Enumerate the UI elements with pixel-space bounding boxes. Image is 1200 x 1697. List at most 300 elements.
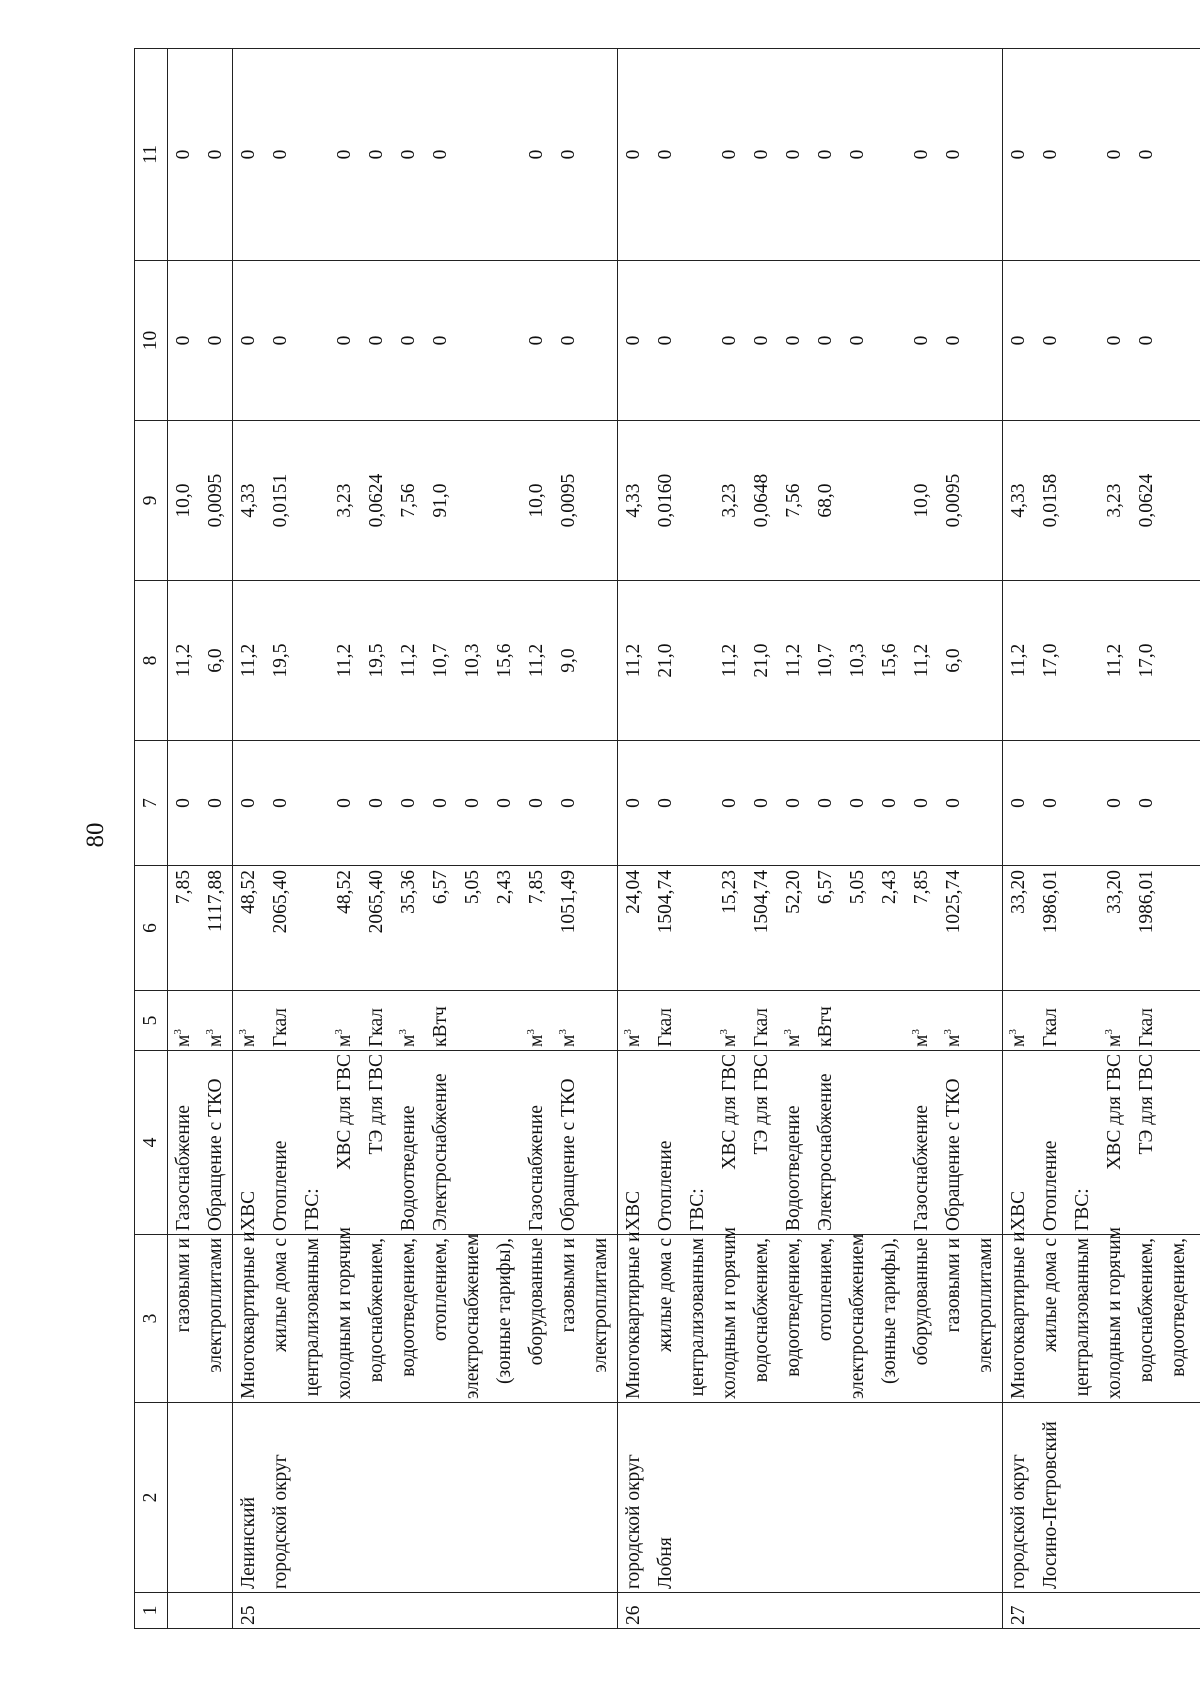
cell-line: 0 (815, 798, 836, 808)
unit-label: Гкал (655, 1007, 676, 1047)
value-cell-7 (1003, 741, 1200, 866)
cell-line: жилые дома с (270, 1238, 291, 1352)
cell-line: 24,04 (623, 870, 644, 914)
cell-line (297, 424, 329, 577)
cell-line: 1504,74 (655, 870, 676, 934)
value-cell-10 (1003, 261, 1200, 421)
unit-label: $м^3$ (397, 1029, 419, 1047)
cell-line: 0 (173, 149, 194, 160)
cell-line: жилые дома с (1040, 1238, 1061, 1352)
unit-cell (1003, 991, 1200, 1051)
cell-line: 0 (943, 798, 964, 808)
cell-line: Газоснабжение (173, 1105, 194, 1231)
cell-line: ХВС для ГВС (334, 1054, 355, 1170)
cell-line: 17,0 (1136, 643, 1157, 678)
cell-line: оборудованные (526, 1238, 547, 1366)
cell-line: газовыми и (943, 1238, 964, 1333)
cell-line: 11,2 (526, 643, 547, 678)
unit-label: $м^3$ (1007, 1029, 1029, 1047)
cell-line: ГВС: (687, 1188, 708, 1231)
value-cell-8 (168, 581, 233, 741)
value-cell-10 (233, 261, 618, 421)
cell-line: 0 (1040, 335, 1061, 346)
cell-line: 0 (655, 335, 676, 346)
cell-line: 0 (270, 335, 291, 346)
cell-line: 0 (526, 335, 547, 346)
cell-line: 0 (1136, 149, 1157, 160)
value-cell-9 (233, 421, 618, 581)
cell-line: 1025,74 (943, 870, 964, 934)
cell-line: 0 (1136, 335, 1157, 346)
municipality-cell (168, 1403, 233, 1593)
unit-label: кВтч (430, 1006, 451, 1047)
cell-line: 19,5 (270, 643, 291, 678)
cell-line: 0 (911, 149, 932, 160)
cell-line: 0 (751, 798, 772, 808)
municipality-row-26 (618, 49, 1003, 1629)
cell-line (874, 52, 906, 257)
column-header-7: 7 (135, 741, 168, 866)
cell-line: 0 (494, 798, 515, 808)
cell-line: Отопление (1040, 1140, 1061, 1231)
cell-line: 68,0 (815, 483, 836, 518)
cell-line: Водоотведение (783, 1105, 804, 1231)
number-cell (1003, 1593, 1200, 1629)
cell-line: Электроснабжение (815, 1073, 836, 1231)
cell-line: 0 (815, 149, 836, 160)
cell-line (1067, 584, 1099, 737)
service-cell (233, 1051, 618, 1235)
cell-line: городской округ (1008, 1454, 1029, 1589)
cell-line: 7,56 (398, 483, 419, 518)
cell-line: 10,0 (911, 483, 932, 518)
cell-line: ХВС для ГВС (719, 1054, 740, 1170)
cell-line: Лобня (655, 1537, 676, 1589)
value-cell-8 (233, 581, 618, 741)
number-cell (168, 1593, 233, 1629)
cell-line: 11,2 (911, 643, 932, 678)
cell-line: 0 (719, 149, 740, 160)
value-cell-7 (618, 741, 1003, 866)
cell-line: 0 (238, 149, 259, 160)
value-cell-9 (618, 421, 1003, 581)
unit-cell (618, 991, 1003, 1051)
value-cell-11 (233, 49, 618, 261)
cell-line (874, 424, 906, 577)
cell-line: Обращение с ТКО (943, 1078, 964, 1231)
cell-line: 0,0095 (943, 473, 964, 528)
cell-line: 0 (623, 149, 644, 160)
cell-line: 2065,40 (366, 870, 387, 934)
cell-line: 11,2 (398, 643, 419, 678)
cell-line (1067, 424, 1099, 577)
unit-label: $м^3$ (204, 1029, 226, 1047)
cell-line: 26 (623, 1605, 644, 1625)
cell-line: 33,20 (1104, 870, 1125, 914)
cell-line: 0 (366, 149, 387, 160)
cell-line: 0 (1104, 798, 1125, 808)
tariff-table (134, 48, 1200, 1629)
cell-line: газовыми и (173, 1238, 194, 1333)
value-cell-7 (233, 741, 618, 866)
unit-label: $м^3$ (718, 1029, 740, 1047)
cell-line: ТЭ для ГВС (366, 1054, 387, 1155)
cell-line: 15,6 (879, 643, 900, 678)
cell-line: газовыми и (558, 1238, 579, 1333)
cell-line: 1986,01 (1136, 870, 1157, 934)
cell-line: 1504,74 (751, 870, 772, 934)
cell-line: 0 (623, 335, 644, 346)
cell-line: 10,0 (526, 483, 547, 518)
cell-line: жилые дома с (655, 1238, 676, 1352)
unit-label: $м^3$ (525, 1029, 547, 1047)
cell-line: 0 (1008, 335, 1029, 346)
cell-line: 2065,40 (270, 870, 291, 934)
cell-line (1067, 870, 1099, 987)
cell-line: 21,0 (655, 643, 676, 678)
value-cell-11 (618, 49, 1003, 261)
cell-line (874, 264, 906, 417)
value-cell-11 (168, 49, 233, 261)
cell-line: 0 (334, 798, 355, 808)
value-cell-6 (233, 866, 618, 991)
cell-line: 6,0 (205, 648, 226, 673)
cell-line (682, 424, 714, 577)
cell-line: ХВС для ГВС (1104, 1054, 1125, 1170)
cell-line: 0 (430, 798, 451, 808)
value-cell-10 (618, 261, 1003, 421)
cell-line: 0 (238, 798, 259, 808)
unit-label: Гкал (751, 1007, 772, 1047)
cell-line: 0 (783, 798, 804, 808)
cell-line: Отопление (270, 1140, 291, 1231)
cell-line: 19,5 (366, 643, 387, 678)
unit-label (842, 994, 874, 1047)
cell-line: 52,20 (783, 870, 804, 914)
cell-line: 0,0151 (270, 473, 291, 528)
municipality-cell (1003, 1403, 1200, 1593)
unit-label (457, 994, 489, 1047)
cell-line: 0 (526, 149, 547, 160)
cell-line (297, 870, 329, 987)
cell-line: 7,56 (783, 483, 804, 518)
cell-line: электроплитами (205, 1238, 226, 1373)
municipality-row-25 (233, 49, 618, 1629)
cell-line: 1051,49 (558, 870, 579, 934)
cell-line: 3,23 (334, 483, 355, 518)
value-cell-6 (168, 866, 233, 991)
cell-line (682, 744, 714, 862)
unit-label: Гкал (366, 1007, 387, 1047)
cell-line (457, 264, 489, 417)
cell-line: 5,05 (462, 870, 483, 905)
cell-line: электроснабжением (847, 1233, 868, 1399)
cell-line: 0 (558, 149, 579, 160)
cell-line: 11,2 (238, 643, 259, 678)
cell-line: 0 (847, 798, 868, 808)
cell-line: 0 (398, 798, 419, 808)
cell-line: водоснабжением, (751, 1238, 772, 1383)
cell-line: Обращение с ТКО (205, 1078, 226, 1231)
cell-line: электроснабжением (462, 1233, 483, 1399)
cell-line: 7,85 (911, 870, 932, 905)
cell-line: 27 (1008, 1605, 1029, 1625)
cell-line: 10,3 (847, 643, 868, 678)
cell-line: 3,23 (1104, 483, 1125, 518)
cell-line: Газоснабжение (526, 1105, 547, 1231)
cell-line: 0,0158 (1040, 473, 1061, 528)
cell-line: ТЭ для ГВС (751, 1054, 772, 1155)
cell-line: 2,43 (494, 870, 515, 905)
cell-line: 0,0624 (366, 473, 387, 528)
cell-line: 0 (398, 335, 419, 346)
cell-line: (зонные тарифы), (494, 1238, 515, 1385)
cell-line: 11,2 (334, 643, 355, 678)
cell-line: Электроснабжение (430, 1073, 451, 1231)
column-number-row (135, 49, 168, 1629)
service-cell (618, 1051, 1003, 1235)
cell-line: 0 (238, 335, 259, 346)
cell-line: 0,0160 (655, 473, 676, 528)
cell-line: Обращение с ТКО (558, 1078, 579, 1231)
housing-type-cell (233, 1227, 618, 1403)
cell-line: 1117,88 (205, 870, 226, 932)
cell-line: ХВС (1008, 1190, 1029, 1231)
cell-line (842, 424, 874, 577)
unit-label (874, 994, 906, 1047)
cell-line: Многоквартирные и (1008, 1231, 1029, 1399)
cell-line: 11,2 (173, 643, 194, 678)
cell-line: 10,7 (815, 643, 836, 678)
cell-line: 3,23 (719, 483, 740, 518)
cell-line: Многоквартирные и (623, 1231, 644, 1399)
cell-line: 0 (1104, 335, 1125, 346)
unit-label: $м^3$ (782, 1029, 804, 1047)
housing-type-cell (1003, 1227, 1200, 1403)
cell-line: 0 (205, 335, 226, 346)
value-cell-8 (1003, 581, 1200, 741)
value-cell-6 (1003, 866, 1200, 991)
unit-label: Гкал (1136, 1007, 1157, 1047)
cell-line: 4,33 (1008, 483, 1029, 518)
page-number: 80 (82, 822, 109, 848)
cell-line: 0 (173, 798, 194, 808)
cell-line: 0 (462, 798, 483, 808)
cell-line: ТЭ для ГВС (1136, 1054, 1157, 1155)
column-header-10: 10 (135, 261, 168, 421)
cell-line: 0 (815, 335, 836, 346)
cell-line: 0 (943, 335, 964, 346)
unit-label (682, 994, 714, 1047)
unit-cell (168, 991, 233, 1051)
cell-line: отоплением, (815, 1238, 836, 1342)
tariff-table-container (134, 49, 1189, 1629)
cell-line (842, 1054, 874, 1231)
cell-line: 0 (526, 798, 547, 808)
cell-line: 0 (847, 149, 868, 160)
cell-line (489, 1054, 521, 1231)
column-header-9: 9 (135, 421, 168, 581)
cell-line: 0,0095 (558, 473, 579, 528)
housing-type-cell (168, 1235, 233, 1403)
cell-line: 17,0 (1040, 643, 1061, 678)
cell-line: 7,85 (526, 870, 547, 905)
cell-line: городской округ (270, 1454, 291, 1589)
cell-line: 0 (623, 798, 644, 808)
cell-line (457, 52, 489, 257)
service-cell (1003, 1051, 1200, 1235)
cell-line: 2,43 (879, 870, 900, 905)
cell-line (682, 52, 714, 257)
cell-line: 0 (366, 335, 387, 346)
cell-line: централизованным (687, 1238, 708, 1397)
cell-line: ГВС: (302, 1188, 323, 1231)
cell-line: 15,23 (719, 870, 740, 914)
value-cell-9 (168, 421, 233, 581)
service-cell (168, 1051, 233, 1235)
housing-type-cell (618, 1227, 1003, 1403)
value-cell-7 (168, 741, 233, 866)
cell-line: 10,0 (173, 483, 194, 518)
unit-label (297, 994, 329, 1047)
cell-line: 7,85 (173, 870, 194, 905)
cell-line: 0,0648 (751, 473, 772, 528)
cell-line: 0 (655, 149, 676, 160)
cell-line: 0 (366, 798, 387, 808)
cell-line: городской округ (623, 1454, 644, 1589)
unit-label: $м^3$ (333, 1029, 355, 1047)
cell-line: (зонные тарифы), (879, 1238, 900, 1385)
unit-label (489, 994, 521, 1047)
cell-line (297, 744, 329, 862)
municipality-cell (618, 1403, 1003, 1593)
cell-line: 10,7 (430, 643, 451, 678)
unit-label: Гкал (1040, 1007, 1061, 1047)
unit-label: $м^3$ (1103, 1029, 1125, 1047)
cell-line: 0 (1008, 798, 1029, 808)
cell-line: водоотведением, (398, 1238, 419, 1377)
cell-line: Отопление (655, 1140, 676, 1231)
value-cell-11 (1003, 49, 1200, 261)
cell-line: 0 (1040, 149, 1061, 160)
cell-line: 10,3 (462, 643, 483, 678)
unit-label (1067, 994, 1099, 1047)
cell-line: холодным и горячим (719, 1227, 740, 1399)
value-cell-6 (618, 866, 1003, 991)
cell-line (1067, 744, 1099, 862)
cell-line (297, 264, 329, 417)
cell-line: 0 (270, 149, 291, 160)
cell-line: 0 (334, 149, 355, 160)
value-cell-8 (618, 581, 1003, 741)
cell-line: 48,52 (238, 870, 259, 914)
cell-line: 0 (1040, 798, 1061, 808)
cell-line: водоснабжением, (366, 1238, 387, 1383)
cell-line: 21,0 (751, 643, 772, 678)
value-cell-9 (1003, 421, 1200, 581)
municipality-cell (233, 1403, 618, 1593)
cell-line: 0 (430, 335, 451, 346)
cell-line: 11,2 (1008, 643, 1029, 678)
cell-line: 0 (719, 335, 740, 346)
cell-line: 0,0624 (1136, 473, 1157, 528)
unit-label: $м^3$ (910, 1029, 932, 1047)
cell-line: 0 (430, 149, 451, 160)
cell-line: 0 (879, 798, 900, 808)
cell-line: 1986,01 (1040, 870, 1061, 934)
cell-line: 11,2 (1104, 643, 1125, 678)
cell-line: 33,20 (1008, 870, 1029, 914)
column-header-5: 5 (135, 991, 168, 1051)
cell-line: 0 (205, 798, 226, 808)
cell-line: 0 (943, 149, 964, 160)
cell-line: электроплитами (975, 1238, 996, 1373)
cell-line: 48,52 (334, 870, 355, 914)
cell-line: 0 (270, 798, 291, 808)
cell-line: 0 (751, 335, 772, 346)
cell-line: 0 (398, 149, 419, 160)
cell-line: 11,2 (783, 643, 804, 678)
cell-line: 0 (719, 798, 740, 808)
cell-line (489, 52, 521, 257)
column-header-11: 11 (135, 49, 168, 261)
cell-line: холодным и горячим (334, 1227, 355, 1399)
cell-line: 0 (783, 335, 804, 346)
cell-line: 11,2 (623, 643, 644, 678)
cell-line: 0 (558, 798, 579, 808)
unit-label: $м^3$ (622, 1029, 644, 1047)
cell-line: 4,33 (238, 483, 259, 518)
cell-line (1067, 264, 1099, 417)
unit-cell (233, 991, 618, 1051)
cell-line: водоотведением, (1168, 1238, 1189, 1377)
cell-line: 0,0095 (205, 473, 226, 528)
cell-line: 0 (334, 335, 355, 346)
cell-line: централизованным (1072, 1238, 1093, 1397)
cell-line: Водоотведение (398, 1105, 419, 1231)
unit-label: Гкал (270, 1007, 291, 1047)
cell-line: водоотведением, (783, 1238, 804, 1377)
column-header-3: 3 (135, 1235, 168, 1403)
cell-line (457, 424, 489, 577)
unit-label: $м^3$ (557, 1029, 579, 1047)
cell-line: 35,36 (398, 870, 419, 914)
cell-line: 4,33 (623, 483, 644, 518)
number-cell (233, 1593, 618, 1629)
cell-line: 91,0 (430, 483, 451, 518)
unit-label: $м^3$ (172, 1029, 194, 1047)
number-cell (618, 1593, 1003, 1629)
cell-line: Газоснабжение (911, 1105, 932, 1231)
cell-line (297, 52, 329, 257)
unit-label: кВтч (815, 1006, 836, 1047)
cell-line: ХВС (623, 1190, 644, 1231)
cell-line (682, 264, 714, 417)
cell-line: холодным и горячим (1104, 1227, 1125, 1399)
value-cell-10 (168, 261, 233, 421)
cell-line: 0 (1136, 798, 1157, 808)
column-header-1: 1 (135, 1593, 168, 1629)
cell-line: 9,0 (558, 648, 579, 673)
cell-line: 6,57 (815, 870, 836, 905)
column-header-6: 6 (135, 866, 168, 991)
cell-line: 6,57 (430, 870, 451, 905)
cell-line (682, 870, 714, 987)
cell-line: 0 (847, 335, 868, 346)
cell-line: Многоквартирные и (238, 1231, 259, 1399)
column-header-2: 2 (135, 1403, 168, 1593)
cell-line: 15,6 (494, 643, 515, 678)
